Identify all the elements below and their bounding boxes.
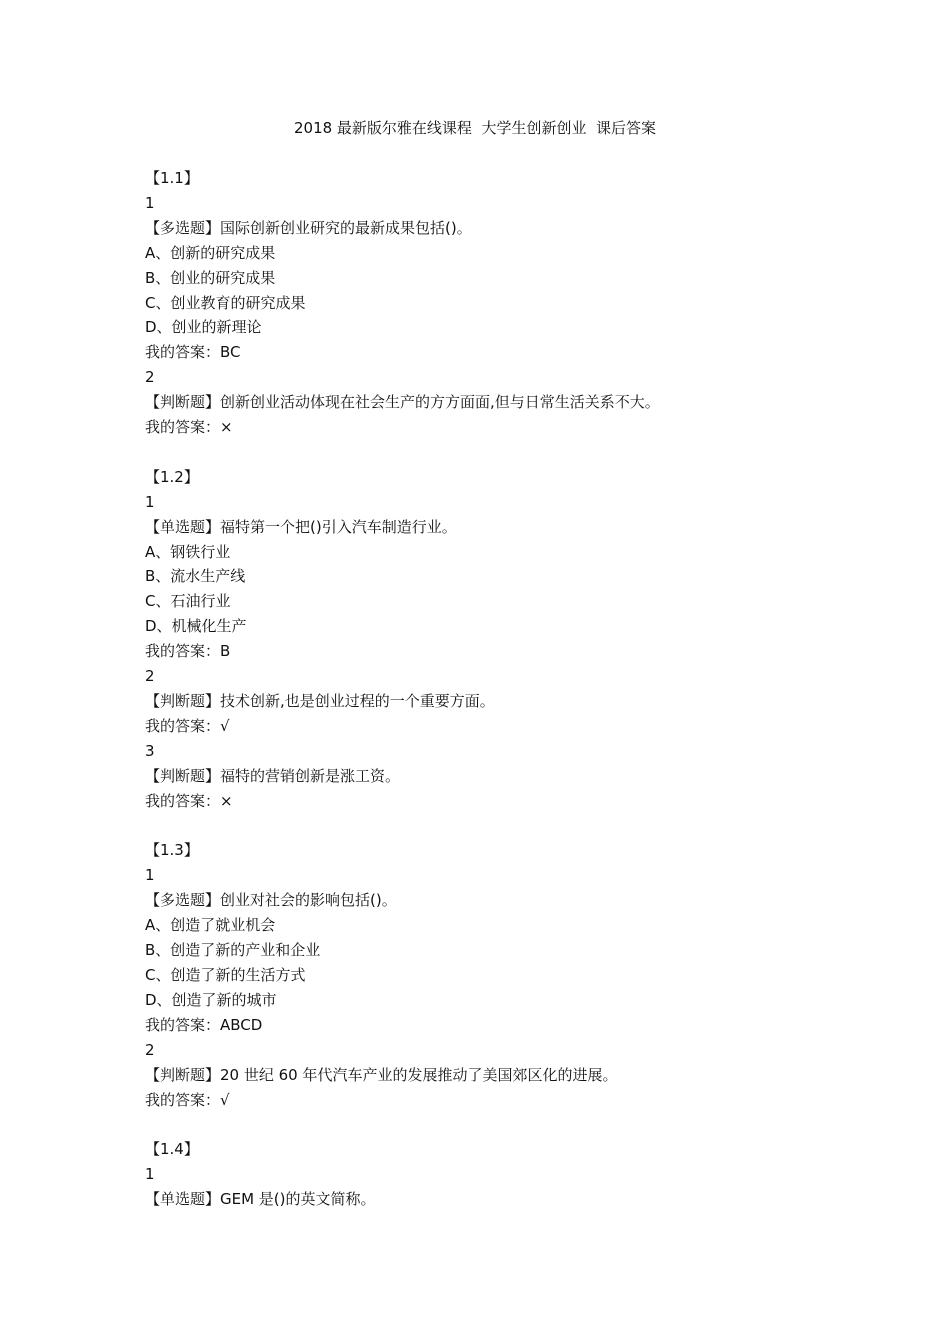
section: [145, 465, 845, 814]
my-answer: 我的答案：B: [145, 642, 231, 661]
section-heading: 【1.2】: [145, 467, 199, 486]
question-stem: 【判断题】创新创业活动体现在社会生产的方方面面,但与日常生活关系不大。: [145, 393, 660, 412]
question: [145, 664, 845, 739]
question-number: 2: [145, 368, 155, 387]
question-number: 2: [145, 667, 155, 686]
section-spacer: [145, 440, 845, 465]
question-stem: 【多选题】国际创新创业研究的最新成果包括()。: [145, 218, 472, 237]
question-stem: 【判断题】技术创新,也是创业过程的一个重要方面。: [145, 692, 495, 711]
section: [145, 1137, 845, 1212]
question: [145, 863, 845, 1037]
question-option: C、创业教育的研究成果: [145, 293, 306, 312]
question-stem: 【判断题】20 世纪 60 年代汽车产业的发展推动了美国郊区化的进展。: [145, 1065, 618, 1084]
section: [145, 838, 845, 1112]
my-answer: 我的答案：×: [145, 791, 233, 810]
question: [145, 1038, 845, 1113]
question-option: D、机械化生产: [145, 617, 247, 636]
my-answer: 我的答案：ABCD: [145, 1015, 263, 1034]
section-heading: 【1.4】: [145, 1140, 199, 1159]
my-answer: 我的答案：√: [145, 716, 230, 735]
question-stem: 【多选题】创业对社会的影响包括()。: [145, 891, 397, 910]
question-option: B、创业的研究成果: [145, 268, 276, 287]
question-number: 1: [145, 193, 155, 212]
section-spacer: [145, 1112, 845, 1137]
question-option: B、流水生产线: [145, 567, 246, 586]
document-title: 2018 最新版尔雅在线课程 大学生创新创业 课后答案: [293, 119, 657, 137]
question-option: C、创造了新的生活方式: [145, 965, 306, 984]
question-number: 1: [145, 1165, 155, 1184]
question-number: 1: [145, 866, 155, 885]
question-option: A、创新的研究成果: [145, 243, 276, 262]
question-stem: 【单选题】福特第一个把()引入汽车制造行业。: [145, 517, 457, 536]
question-option: A、钢铁行业: [145, 542, 231, 561]
question-stem: 【单选题】GEM 是()的英文简称。: [145, 1190, 376, 1209]
question: [145, 490, 845, 664]
question-number: 3: [145, 741, 155, 760]
section-spacer: [145, 814, 845, 839]
question-number: 2: [145, 1040, 155, 1059]
question-option: D、创造了新的城市: [145, 990, 277, 1009]
my-answer: 我的答案：√: [145, 1090, 230, 1109]
question: [145, 1162, 845, 1212]
question: [145, 365, 845, 440]
question-option: B、创造了新的产业和企业: [145, 941, 321, 960]
question: [145, 191, 845, 365]
question-option: D、创业的新理论: [145, 318, 262, 337]
question-number: 1: [145, 492, 155, 511]
my-answer: 我的答案：×: [145, 418, 233, 437]
section-heading: 【1.3】: [145, 841, 199, 860]
question-option: A、创造了就业机会: [145, 916, 276, 935]
question-option: C、石油行业: [145, 592, 231, 611]
section-heading: 【1.1】: [145, 169, 199, 187]
my-answer: 我的答案：BC: [145, 343, 241, 362]
question: [145, 739, 845, 814]
question-stem: 【判断题】福特的营销创新是涨工资。: [145, 766, 401, 785]
document-body: [145, 166, 845, 1212]
section: [145, 166, 845, 440]
